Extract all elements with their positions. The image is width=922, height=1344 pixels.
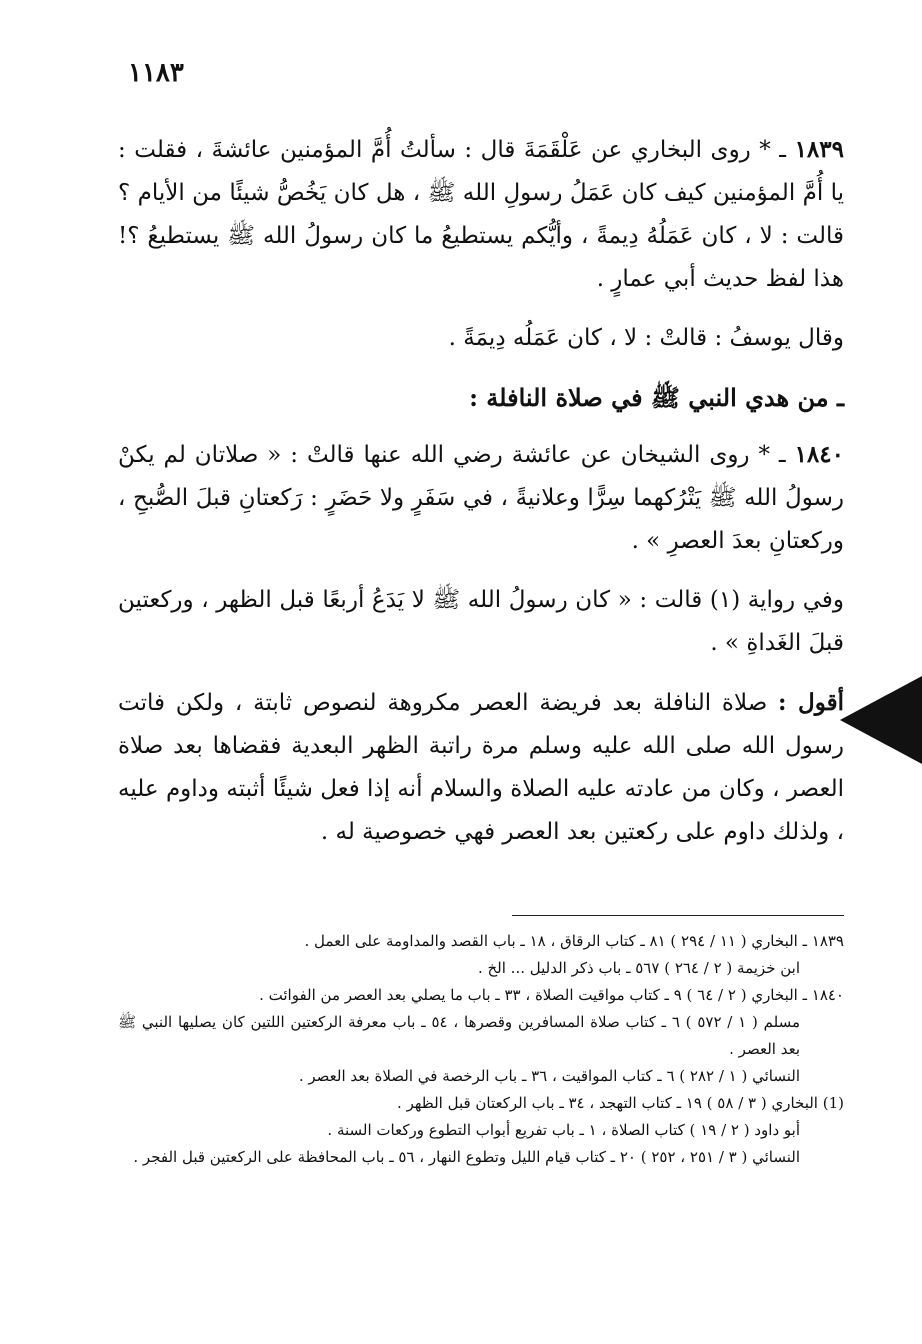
page-number: ١١٨٣ <box>128 58 184 88</box>
footnote-line: النسائي ( ١ / ٢٨٢ ) ٦ ـ كتاب المواقيت ، ٣٦ ـ باب الرخصة في الصلاة بعد العصر . <box>298 1067 800 1085</box>
paragraph-1839-text: ـ * روى البخاري عن عَلْقَمَةَ قال : سألتُ أُمَّ المؤمنين عائشةَ ، فقلت : يا أُمَّ المؤمنين كيف كان عَمَلُ رسولِ الله ﷺ ، هل كان يَخُصُّ شيئًا من الأيام ؟ قالت : لا ، كان عَمَلُهُ دِيمةً ، وأيُّكم يستطيعُ ما كان رسولُ الله ﷺ يستطيعُ ؟! هذا لفظ حديث أبي عمارٍ . <box>118 137 844 292</box>
paragraph-yusuf: وقال يوسفُ : قالتْ : لا ، كان عَمَلُه دِيمَةً . <box>448 325 844 351</box>
footnote-line: أبو داود ( ٢ / ١٩ ) كتاب الصلاة ، ١ ـ باب تفريع أبواب التطوع وركعات السنة . <box>327 1121 800 1139</box>
paragraph-1839 <box>118 128 844 301</box>
footnote-line: ١٨٤٠ ـ البخاري ( ٢ / ٦٤ ) ٩ ـ كتاب مواقيت الصلاة ، ٣٣ ـ باب ما يصلي بعد العصر من الفوائت . <box>259 986 844 1004</box>
main-text <box>118 128 844 870</box>
paragraph-1840-text: ـ * روى الشيخان عن عائشة رضي الله عنها قالتْ : « صلاتان لم يكنْ رسولُ الله ﷺ يَتْرُكهما سِرًّا وعلانيةً ، في سَفَرٍ ولا حَضَرٍ : رَكعتانِ قبلَ الصُّبحِ ، وركعتانِ بعدَ العصرِ » . <box>118 442 844 554</box>
footnote-line: ابن خزيمة ( ٢ / ٢٦٤ ) ٥٦٧ ـ باب ذكر الدليل ... الخ . <box>477 959 800 977</box>
aqulu-text: صلاة النافلة بعد فريضة العصر مكروهة لنصوص ثابتة ، ولكن فاتت رسول الله صلى الله عليه وسلم مرة راتبة الظهر البعدية فقضاها بعد صلاة العصر ، وكان من عادته عليه الصلاة والسلام أنه إذا فعل شيئًا أثبته وداوم عليه ، ولذلك داوم على ركعتين بعد العصر فهي خصوصية له . <box>118 690 844 845</box>
aqulu-label: أقول : <box>778 689 844 716</box>
hadith-number-1839: ١٨٣٩ <box>794 136 844 163</box>
paragraph-1840 <box>118 433 844 563</box>
page-edge-tab-marker <box>840 676 922 764</box>
hadith-number-1840: ١٨٤٠ <box>794 441 844 468</box>
footnote-line: النسائي ( ٣ / ٢٥١ ، ٢٥٢ ) ٢٠ ـ كتاب قيام الليل وتطوع النهار ، ٥٦ ـ باب المحافظة على الركعتين قبل الفجر . <box>133 1148 800 1166</box>
paragraph-riwaya: وفي رواية (١) قالت : « كان رسولُ الله ﷺ لا يَدَعُ أربعًا قبل الظهر ، وركعتين قبلَ الغَداةِ » . <box>118 587 844 656</box>
paragraph-aqulu <box>118 681 844 854</box>
footnote-divider <box>512 915 844 916</box>
section-heading: ـ من هدي النبي ﷺ في صلاة النافلة : <box>469 383 844 412</box>
footnotes <box>118 928 844 1171</box>
footnote-line: ١٨٣٩ ـ البخاري ( ١١ / ٢٩٤ ) ٨١ ـ كتاب الرقاق ، ١٨ ـ باب القصد والمداومة على العمل . <box>304 932 844 950</box>
footnote-line: (1) البخاري ( ٣ / ٥٨ ) ١٩ ـ كتاب التهجد ، ٣٤ ـ باب الركعتان قبل الظهر . <box>397 1094 844 1112</box>
footnote-line: مسلم ( ١ / ٥٧٢ ) ٦ ـ كتاب صلاة المسافرين وقصرها ، ٥٤ ـ باب معرفة الركعتين اللتين كان يصليها النبي ﷺ بعد العصر . <box>118 1013 800 1058</box>
